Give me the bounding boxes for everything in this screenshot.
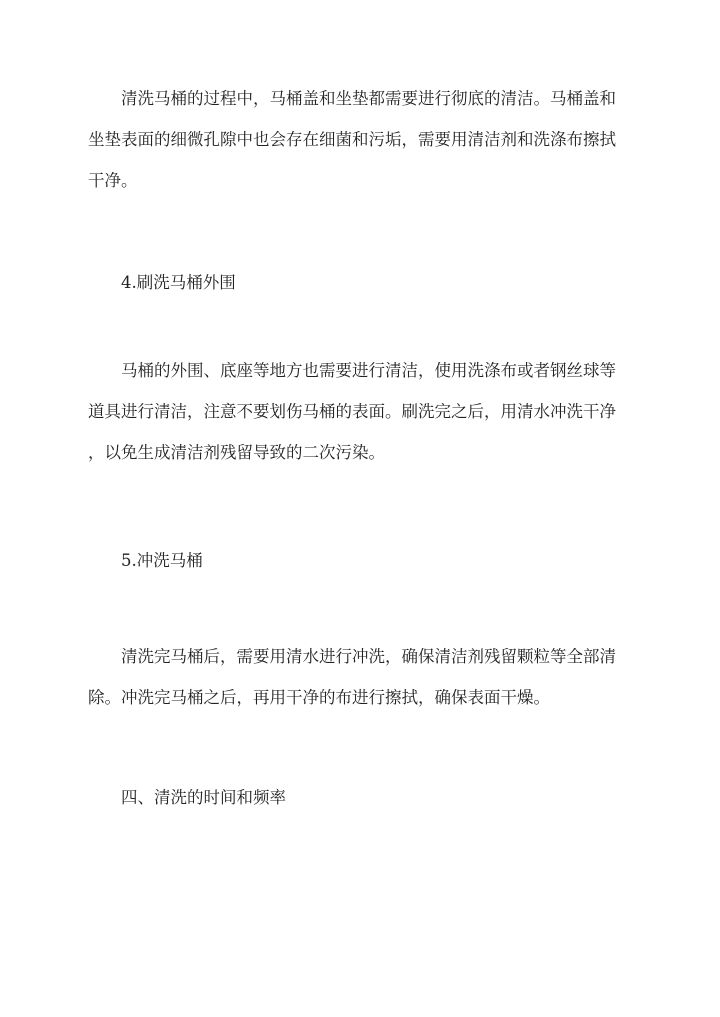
paragraph-exterior-cleaning bbox=[88, 350, 636, 473]
paragraph-line: 坐垫表面的细微孔隙中也会存在细菌和污垢，需要用清洁剂和洗涤布擦拭 bbox=[88, 130, 616, 149]
paragraph-line: 干净。 bbox=[88, 171, 138, 190]
paragraph-line: 马桶的外围、底座等地方也需要进行清洁，使用洗涤布或者钢丝球等 bbox=[121, 361, 616, 380]
paragraph-line: 道具进行清洁，注意不要划伤马桶的表面。刷洗完之后，用清水冲洗干净 bbox=[88, 402, 616, 421]
paragraph-seat-lid-cleaning bbox=[88, 78, 636, 201]
paragraph-line: 清洗马桶的过程中，马桶盖和坐垫都需要进行彻底的清洁。马桶盖和 bbox=[121, 89, 616, 108]
heading-flush-toilet: 5.冲洗马桶 bbox=[121, 551, 203, 570]
paragraph-line: ，以免生成清洁剂残留导致的二次污染。 bbox=[88, 443, 385, 462]
section-heading-frequency: 四、清洗的时间和频率 bbox=[121, 788, 286, 807]
paragraph-line: 除。冲洗完马桶之后，再用干净的布进行擦拭，确保表面干燥。 bbox=[88, 688, 550, 707]
paragraph-flushing bbox=[88, 636, 636, 718]
paragraph-line: 清洗完马桶后，需要用清水进行冲洗，确保清洁剂残留颗粒等全部清 bbox=[121, 647, 616, 666]
heading-scrub-exterior: 4.刷洗马桶外围 bbox=[121, 273, 236, 292]
